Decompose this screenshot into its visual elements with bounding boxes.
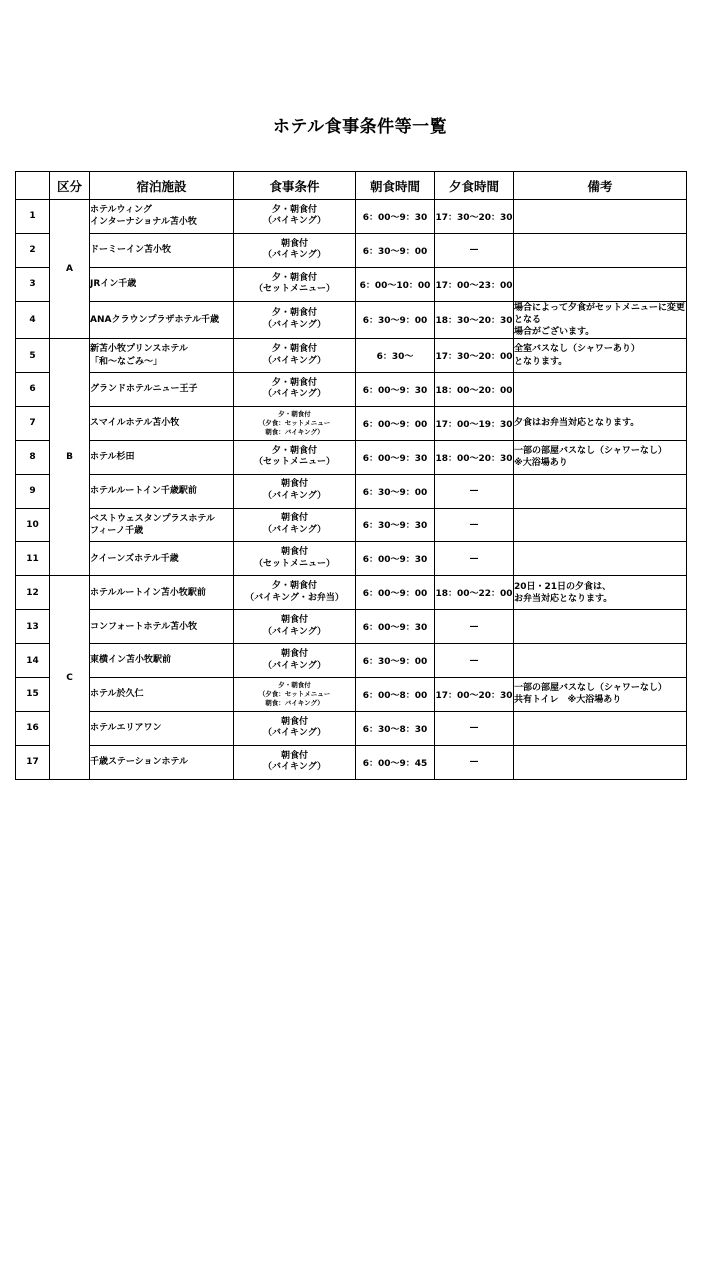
dinner-time: 18：00〜20：30 <box>435 440 514 474</box>
facility-name <box>90 339 234 373</box>
meal-condition-line: （バイキング） <box>262 524 326 535</box>
facility-name <box>90 745 234 779</box>
meal-condition-line: 朝食：バイキング） <box>265 427 324 436</box>
notes <box>514 678 687 712</box>
facility-name <box>90 267 234 301</box>
facility-name <box>90 576 234 610</box>
facility-name <box>90 644 234 678</box>
row-number: 9 <box>16 474 50 508</box>
facility-name <box>90 542 234 576</box>
row-number: 10 <box>16 508 50 542</box>
notes <box>514 610 687 644</box>
dinner-time: — <box>435 610 514 644</box>
facility-name <box>90 508 234 542</box>
notes <box>514 301 687 338</box>
meal-condition <box>234 610 356 644</box>
dinner-time: 17：00〜23：00 <box>435 267 514 301</box>
facility-name <box>90 474 234 508</box>
facility-name-line: ANAクラウンプラザホテル千歳 <box>90 314 220 325</box>
facility-name <box>90 711 234 745</box>
facility-name <box>90 678 234 712</box>
meal-condition-line: （バイキング） <box>262 762 326 773</box>
facility-name-line: ホテルルートイン苫小牧駅前 <box>90 587 206 598</box>
notes-line: 共有トイレ ※大浴場あり <box>514 695 622 706</box>
header-category: 区分 <box>50 172 90 200</box>
table-header-row <box>16 172 687 200</box>
notes-line: ※大浴場あり <box>514 458 568 469</box>
meal-condition <box>234 440 356 474</box>
facility-name-line: クイーンズホテル千歳 <box>90 553 179 564</box>
row-number: 1 <box>16 200 50 234</box>
notes-line: 場合がございます。 <box>514 326 595 337</box>
dinner-time: 18：00〜20：00 <box>435 372 514 406</box>
table-row <box>16 301 687 338</box>
dinner-time: 17：00〜19：30 <box>435 406 514 440</box>
meal-condition-line: 夕・朝食付 <box>271 204 317 215</box>
meal-condition-line: （バイキング） <box>262 250 326 261</box>
meal-condition <box>234 233 356 267</box>
dinner-time: — <box>435 233 514 267</box>
facility-name-line: JRイン千歳 <box>90 279 137 290</box>
facility-name <box>90 301 234 338</box>
meal-condition <box>234 301 356 338</box>
category-cell: C <box>50 576 90 779</box>
dinner-time: 17：00〜20：30 <box>435 678 514 712</box>
meal-condition <box>234 406 356 440</box>
table-row <box>16 474 687 508</box>
facility-name-line: ドーミーイン苫小牧 <box>90 245 172 256</box>
notes <box>514 474 687 508</box>
meal-condition <box>234 576 356 610</box>
row-number: 15 <box>16 678 50 712</box>
facility-name-line: ホテル杉田 <box>90 452 135 463</box>
meal-condition-line: （バイキング） <box>262 626 326 637</box>
facility-name-line: スマイルホテル苫小牧 <box>90 418 180 429</box>
row-number: 16 <box>16 711 50 745</box>
facility-name-line: コンフォートホテル苫小牧 <box>90 621 198 632</box>
facility-name-line: ホテル於久仁 <box>90 689 144 700</box>
table-row <box>16 440 687 474</box>
table-row <box>16 267 687 301</box>
table-row <box>16 339 687 373</box>
notes-line: 一部の部屋バスなし（シャワーなし） <box>514 683 667 694</box>
meal-condition <box>234 339 356 373</box>
table-row <box>16 542 687 576</box>
hotel-meal-table <box>15 171 687 780</box>
dinner-time: — <box>435 644 514 678</box>
meal-condition-line: 夕・朝食付 <box>271 581 317 592</box>
dinner-time: — <box>435 474 514 508</box>
meal-condition-line: 朝食付 <box>280 750 308 761</box>
meal-condition-line: （バイキング） <box>262 660 326 671</box>
facility-name-line: 東横イン苫小牧駅前 <box>90 655 172 666</box>
meal-condition-line: （セットメニュー） <box>254 457 335 468</box>
header-facility: 宿泊施設 <box>90 172 234 200</box>
table-row <box>16 678 687 712</box>
meal-condition-line: 夕・朝食付 <box>271 377 317 388</box>
meal-condition-line: （バイキング） <box>262 216 326 227</box>
meal-condition-line: 夕・朝食付 <box>271 272 317 283</box>
dinner-time: — <box>435 542 514 576</box>
meal-condition <box>234 200 356 234</box>
notes <box>514 267 687 301</box>
table-row <box>16 406 687 440</box>
breakfast-time: 6：30〜9：00 <box>356 233 435 267</box>
table-body <box>16 200 687 780</box>
meal-condition-line: （バイキング） <box>262 355 326 366</box>
dinner-time: 18：30〜20：30 <box>435 301 514 338</box>
facility-name-line: ベストウェスタンプラスホテル <box>90 513 215 524</box>
header-breakfast: 朝食時間 <box>356 172 435 200</box>
notes <box>514 576 687 610</box>
breakfast-time: 6：00〜9：45 <box>356 745 435 779</box>
row-number: 12 <box>16 576 50 610</box>
facility-name <box>90 610 234 644</box>
notes <box>514 200 687 234</box>
notes <box>514 644 687 678</box>
facility-name <box>90 372 234 406</box>
meal-condition-line: （夕食：セットメニュー <box>258 690 331 699</box>
breakfast-time: 6：00〜9：30 <box>356 610 435 644</box>
meal-condition-line: （セットメニュー） <box>254 558 335 569</box>
header-meal: 食事条件 <box>234 172 356 200</box>
row-number: 17 <box>16 745 50 779</box>
breakfast-time: 6：30〜9：00 <box>356 644 435 678</box>
meal-condition-line: （バイキング・お弁当） <box>245 592 344 603</box>
meal-condition <box>234 267 356 301</box>
facility-name <box>90 440 234 474</box>
meal-condition-line: （セットメニュー） <box>254 284 335 295</box>
meal-condition-line: 朝食付 <box>280 547 308 558</box>
meal-condition <box>234 542 356 576</box>
breakfast-time: 6：00〜9：00 <box>356 406 435 440</box>
breakfast-time: 6：00〜9：30 <box>356 200 435 234</box>
facility-name-line: インターナショナル苫小牧 <box>90 217 197 228</box>
row-number: 8 <box>16 440 50 474</box>
notes-line: お弁当対応となります。 <box>514 593 613 604</box>
meal-condition-line: 朝食付 <box>280 716 308 727</box>
breakfast-time: 6：00〜8：00 <box>356 678 435 712</box>
page-title: ホテル食事条件等一覧 <box>272 117 448 137</box>
meal-condition <box>234 644 356 678</box>
notes <box>514 508 687 542</box>
meal-condition-line: （バイキング） <box>262 319 326 330</box>
category-cell: A <box>50 200 90 339</box>
meal-condition-line: 朝食付 <box>280 648 308 659</box>
row-number: 5 <box>16 339 50 373</box>
table-row <box>16 644 687 678</box>
breakfast-time: 6：00〜10：00 <box>356 267 435 301</box>
meal-condition-line: 朝食：バイキング） <box>265 698 324 707</box>
category-cell: B <box>50 339 90 576</box>
breakfast-time: 6：30〜8：30 <box>356 711 435 745</box>
row-number: 13 <box>16 610 50 644</box>
facility-name-line: ホテルルートイン千歳駅前 <box>90 486 197 497</box>
notes-line: 20日・21日の夕食は、 <box>514 581 612 592</box>
breakfast-time: 6：30〜9：00 <box>356 474 435 508</box>
row-number: 2 <box>16 233 50 267</box>
notes-line: 夕食はお弁当対応となります。 <box>514 418 640 429</box>
notes-line: となります。 <box>514 356 568 367</box>
meal-condition-line: 夕・朝食付 <box>271 343 317 354</box>
meal-condition-line: （夕食：セットメニュー <box>258 418 331 427</box>
facility-name <box>90 406 234 440</box>
notes <box>514 745 687 779</box>
notes <box>514 406 687 440</box>
meal-condition-line: （バイキング） <box>262 491 326 502</box>
breakfast-time: 6：30〜 <box>356 339 435 373</box>
notes <box>514 440 687 474</box>
dinner-time: 18：00〜22：00 <box>435 576 514 610</box>
facility-name-line: グランドホテルニュー王子 <box>90 384 198 395</box>
meal-condition-line: 朝食付 <box>280 513 308 524</box>
row-number: 4 <box>16 301 50 338</box>
notes <box>514 372 687 406</box>
notes <box>514 542 687 576</box>
meal-condition-line: 夕・朝食付 <box>271 445 317 456</box>
row-number: 14 <box>16 644 50 678</box>
facility-name-line: 千歳ステーションホテル <box>90 757 189 768</box>
facility-name-line: 新苫小牧プリンスホテル <box>90 344 188 355</box>
row-number: 7 <box>16 406 50 440</box>
table-row <box>16 745 687 779</box>
table-row <box>16 200 687 234</box>
meal-condition-line: （バイキング） <box>262 389 326 400</box>
notes-line: 場合によって夕食がセットメニューに変更となる <box>514 302 685 325</box>
row-number: 3 <box>16 267 50 301</box>
dinner-time: — <box>435 745 514 779</box>
breakfast-time: 6：00〜9：30 <box>356 542 435 576</box>
notes <box>514 233 687 267</box>
facility-name-line: 「和〜なごみ〜」 <box>90 356 163 367</box>
meal-condition-line: 夕・朝食付 <box>278 681 311 690</box>
facility-name-line: ホテルエリアワン <box>90 723 162 734</box>
header-notes: 備考 <box>514 172 687 200</box>
table-row <box>16 233 687 267</box>
meal-condition <box>234 711 356 745</box>
table-row <box>16 610 687 644</box>
meal-condition-line: 朝食付 <box>280 479 308 490</box>
meal-condition-line: 朝食付 <box>280 238 308 249</box>
breakfast-time: 6：00〜9：00 <box>356 576 435 610</box>
dinner-time: 17：30〜20：30 <box>435 200 514 234</box>
notes <box>514 711 687 745</box>
meal-condition <box>234 678 356 712</box>
meal-condition <box>234 372 356 406</box>
meal-condition-line: （バイキング） <box>262 728 326 739</box>
table-row <box>16 508 687 542</box>
row-number: 6 <box>16 372 50 406</box>
facility-name-line: フィーノ千歳 <box>90 525 144 536</box>
notes-line: 全室バスなし（シャワーあり） <box>514 344 640 355</box>
breakfast-time: 6：30〜9：30 <box>356 508 435 542</box>
meal-condition <box>234 474 356 508</box>
breakfast-time: 6：00〜9：30 <box>356 440 435 474</box>
header-dinner: 夕食時間 <box>435 172 514 200</box>
dinner-time: — <box>435 711 514 745</box>
facility-name <box>90 233 234 267</box>
table-row <box>16 372 687 406</box>
notes <box>514 339 687 373</box>
meal-condition-line: 朝食付 <box>280 614 308 625</box>
meal-condition-line: 夕・朝食付 <box>271 308 317 319</box>
meal-condition-line: 夕・朝食付 <box>278 410 311 419</box>
facility-name <box>90 200 234 234</box>
table-row <box>16 576 687 610</box>
header-no <box>16 172 50 200</box>
table-row <box>16 711 687 745</box>
meal-condition <box>234 508 356 542</box>
dinner-time: — <box>435 508 514 542</box>
facility-name-line: ホテルウィング <box>90 205 152 216</box>
meal-condition <box>234 745 356 779</box>
breakfast-time: 6：00〜9：30 <box>356 372 435 406</box>
dinner-time: 17：30〜20：00 <box>435 339 514 373</box>
notes-line: 一部の部屋バスなし（シャワーなし） <box>514 446 667 457</box>
row-number: 11 <box>16 542 50 576</box>
breakfast-time: 6：30〜9：00 <box>356 301 435 338</box>
